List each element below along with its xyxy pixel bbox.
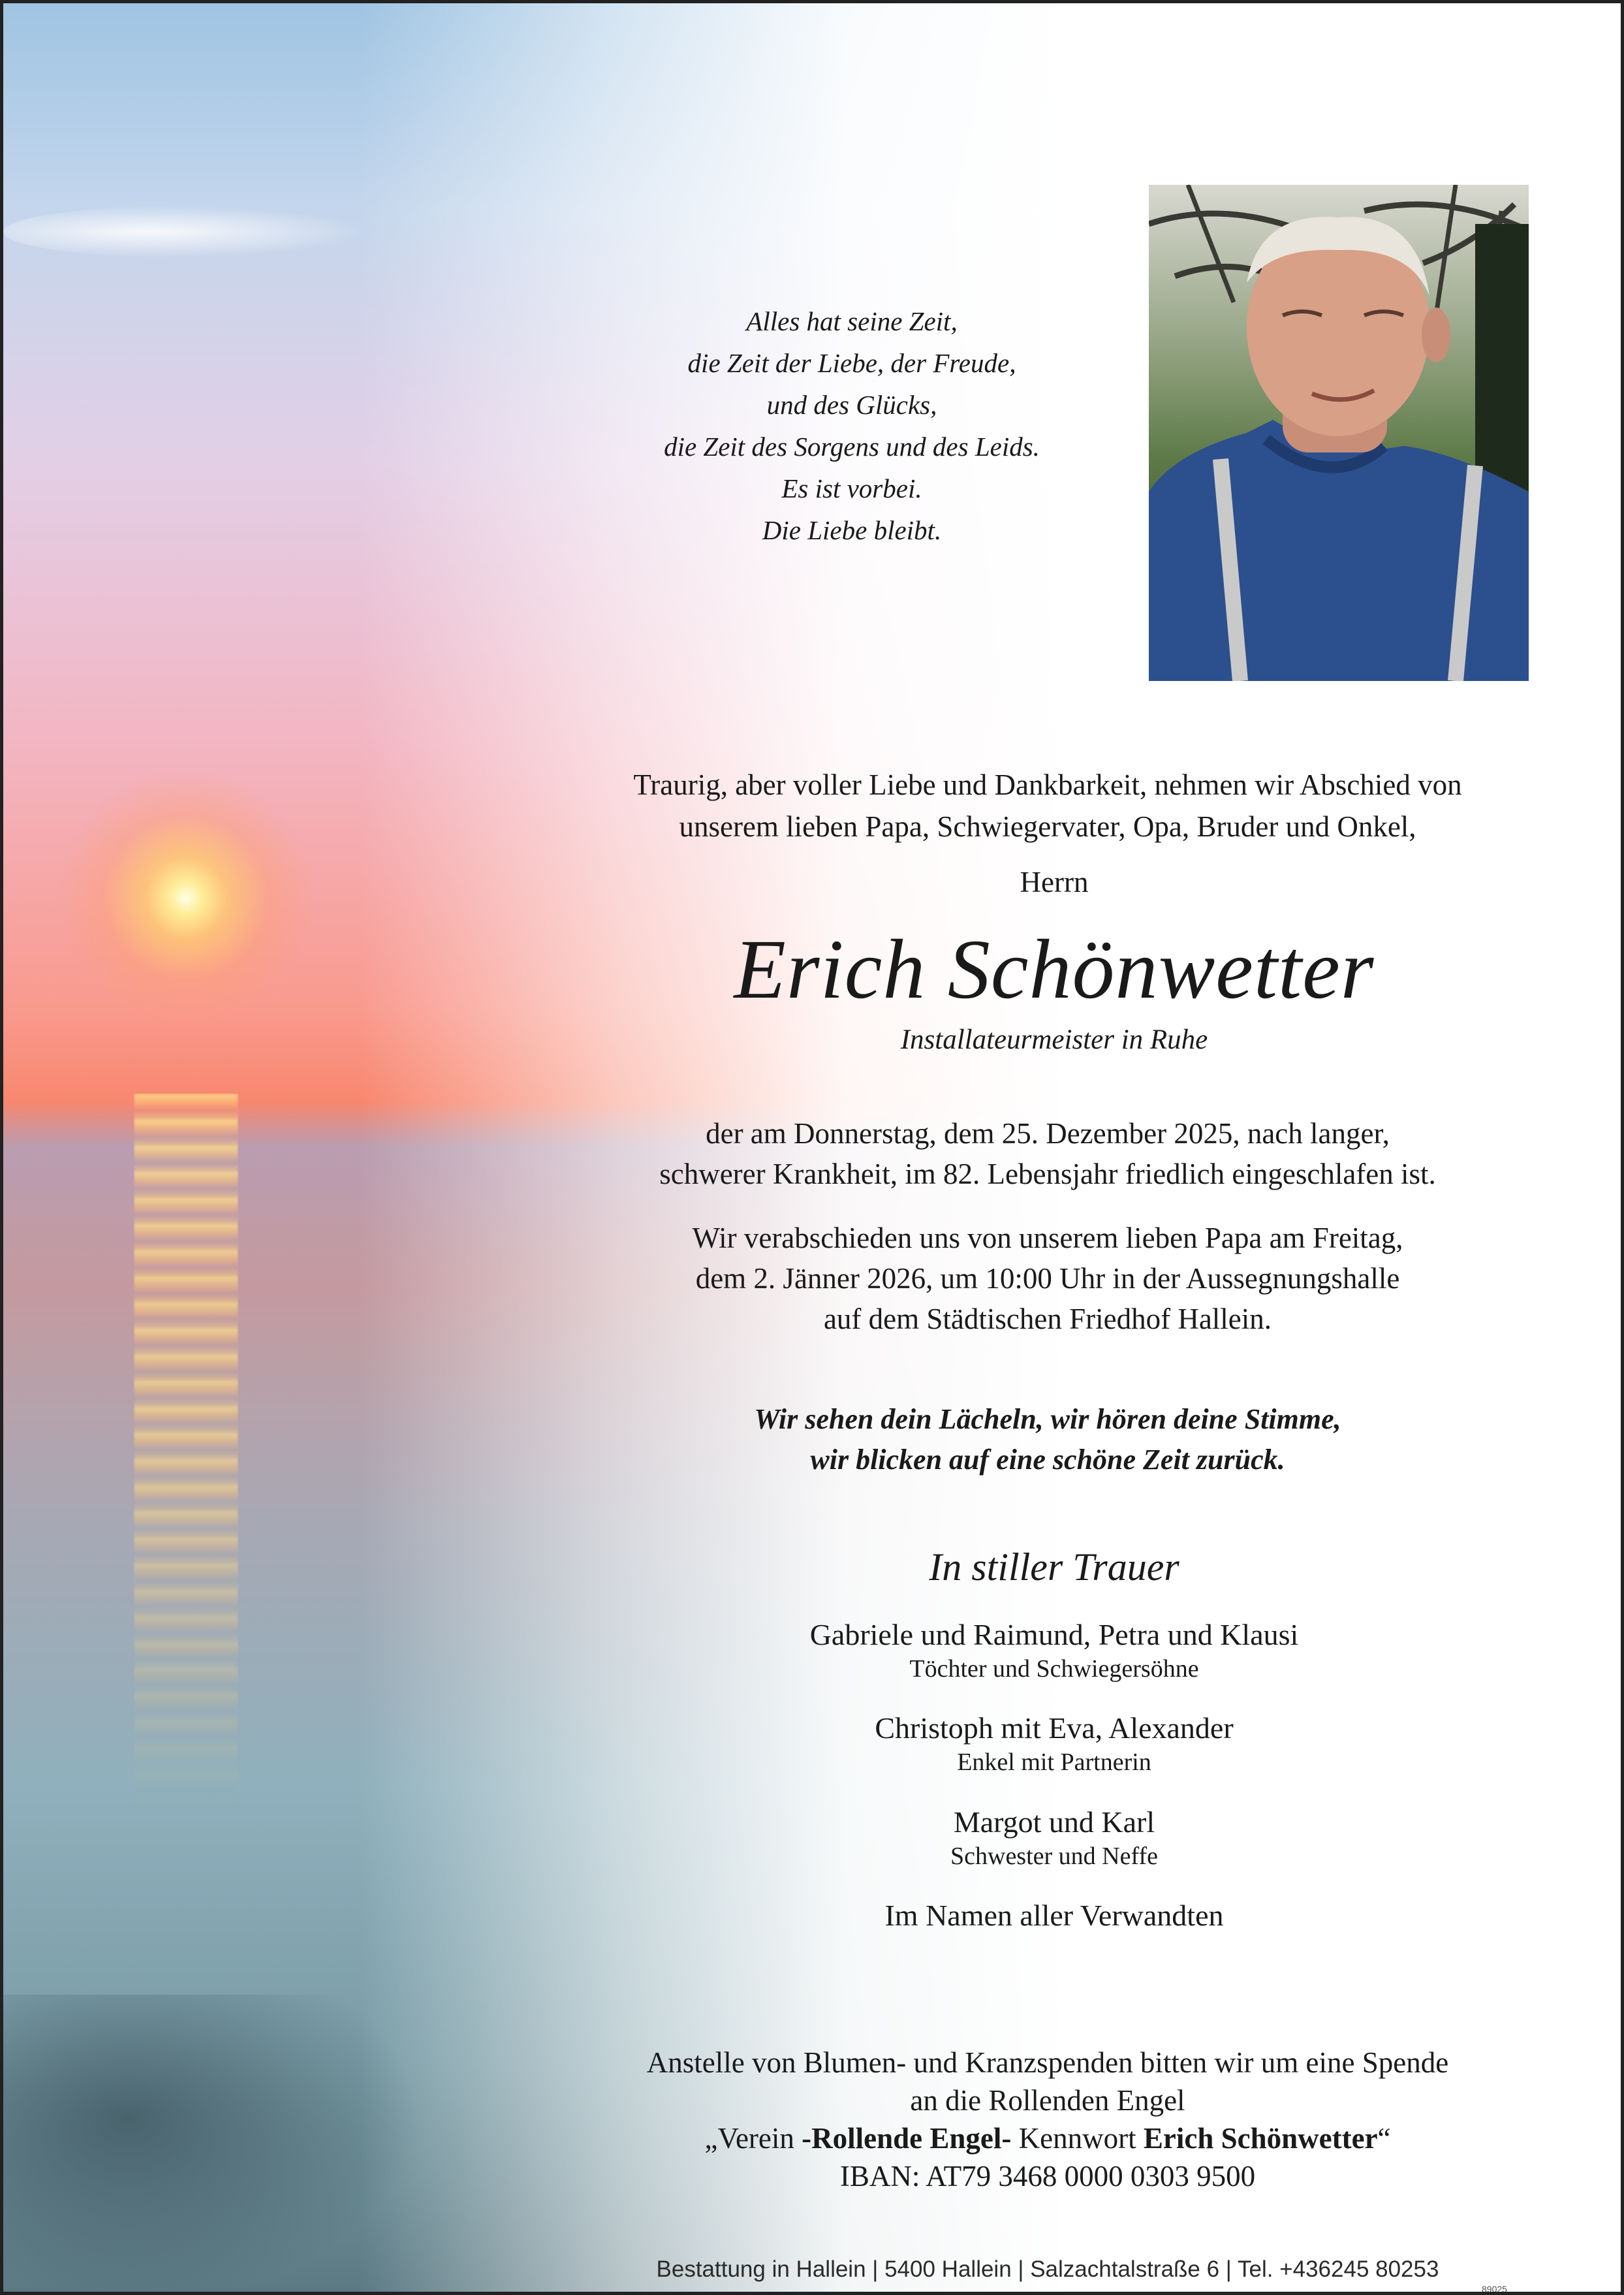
deceased-title: Installateurmeister in Ruhe <box>900 1024 1208 1055</box>
portrait-icon <box>1149 185 1529 681</box>
family-group <box>656 1709 1452 1777</box>
quote-line: und des Glücks, <box>766 390 937 420</box>
donation-org-open: „Verein <box>704 2122 802 2155</box>
sun-reflection-decoration <box>134 1094 238 1812</box>
death-notice <box>552 1113 1544 1194</box>
donation-org-name: -Rollende Engel- <box>802 2122 1012 2155</box>
donation-line: an die Rollenden Engel <box>910 2084 1185 2117</box>
funeral-details <box>552 1218 1544 1339</box>
family-relation: Schwester und Neffe <box>950 1843 1158 1870</box>
salutation: Herrn <box>1020 866 1089 898</box>
donation-quote-close: “ <box>1377 2122 1391 2155</box>
family-names: Gabriele und Raimund, Petra und Klausi <box>809 1618 1299 1651</box>
intro-line: Traurig, aber voller Liebe und Dankbarkeit, nehmen wir Abschied von <box>633 768 1462 801</box>
family-group <box>656 1803 1452 1871</box>
quote-line: Die Liebe bleibt. <box>762 515 942 545</box>
funeral-home-footer: Bestattung in Hallein | 5400 Hallein | Salzachtalstraße 6 | Tel. +436245 80253 <box>656 2256 1439 2282</box>
quote-line: die Zeit der Liebe, der Freude, <box>687 348 1016 378</box>
funeral-line: auf dem Städtischen Friedhof Hallein. <box>823 1303 1272 1335</box>
family-relation: Enkel mit Partnerin <box>957 1749 1151 1776</box>
donation-iban: IBAN: AT79 3468 0000 0303 9500 <box>839 2160 1256 2192</box>
donation-line: Anstelle von Blumen- und Kranzspenden bitten wir um eine Spende <box>646 2046 1449 2079</box>
sun-icon <box>55 767 317 1028</box>
death-line: der am Donnerstag, dem 25. Dezember 2025, nach langer, <box>706 1117 1390 1150</box>
funeral-line: dem 2. Jänner 2026, um 10:00 Uhr in der Aussegnungshalle <box>695 1262 1400 1295</box>
family-closing: Im Namen aller Verwandten <box>884 1899 1224 1932</box>
donation-keyword-label: Kennwort <box>1011 2122 1144 2155</box>
donation-line <box>552 2119 1544 2157</box>
donation-keyword: Erich Schönwetter <box>1143 2122 1378 2155</box>
quote-line: Alles hat seine Zeit, <box>746 306 958 336</box>
family-relation: Töchter und Schwiegersöhne <box>909 1655 1199 1683</box>
deceased-name: Erich Schönwetter <box>734 923 1375 1017</box>
cloud-decoration <box>3 206 369 258</box>
intro-text <box>552 764 1544 847</box>
poem-line: Wir sehen dein Lächeln, wir hören deine Stimme, <box>754 1403 1341 1435</box>
mourning-heading: In stiller Trauer <box>929 1545 1179 1589</box>
quote <box>552 300 1152 551</box>
rock-decoration <box>3 1995 421 2295</box>
quote-line: Es ist vorbei. <box>781 473 922 503</box>
print-code: 89025 <box>1482 2284 1507 2294</box>
intro-line: unserem lieben Papa, Schwiegervater, Opa, Bruder und Onkel, <box>679 810 1416 843</box>
funeral-line: Wir verabschieden uns von unserem lieben Papa am Freitag, <box>692 1222 1403 1254</box>
donation-request <box>552 2044 1544 2195</box>
poem-line: wir blicken auf eine schöne Zeit zurück. <box>810 1444 1285 1476</box>
death-line: schwerer Krankheit, im 82. Lebensjahr friedlich eingeschlafen ist. <box>659 1158 1436 1190</box>
family-names: Margot und Karl <box>953 1805 1155 1839</box>
closing-poem <box>552 1399 1544 1480</box>
portrait-photo <box>1149 185 1529 681</box>
family-names: Christoph mit Eva, Alexander <box>875 1711 1234 1745</box>
quote-line: die Zeit des Sorgens und des Leids. <box>664 432 1040 462</box>
family-group <box>656 1616 1452 1684</box>
